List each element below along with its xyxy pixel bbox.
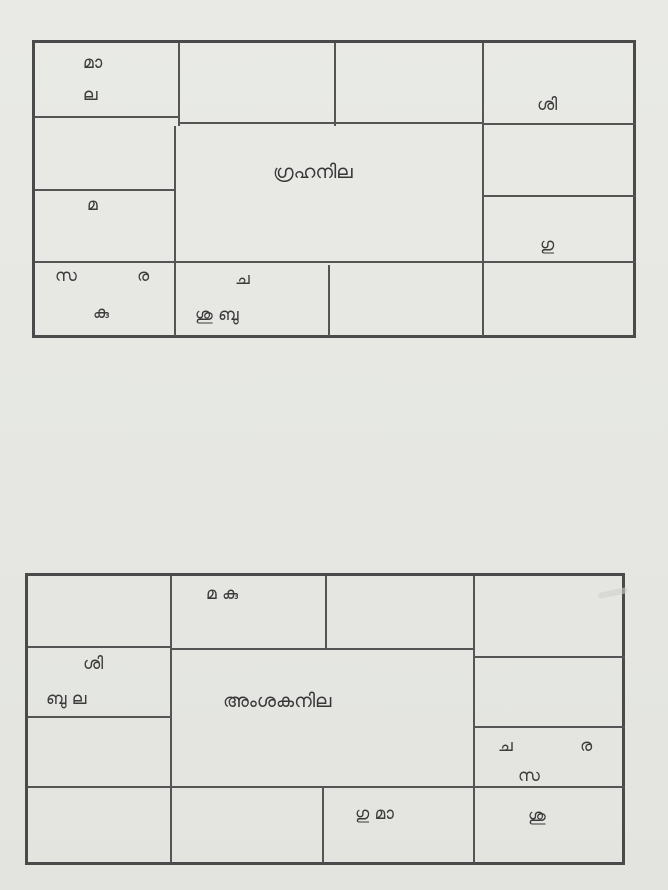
grid-line [170,648,473,650]
grid-line [473,656,625,658]
grid-line [473,576,475,863]
grid-line [328,265,330,336]
grid-line [35,116,178,118]
cell-text: ര [580,736,593,756]
cell-text: മാ [83,53,103,73]
cell-text: ല [83,85,98,105]
chart-title: അംശകനില [223,690,332,712]
cell-text: കു [93,303,109,323]
navamsa-chart [25,573,625,865]
cell-text: ഗു [540,235,555,255]
grid-line [482,43,484,336]
cell-text: ച [235,269,250,289]
grid-line [482,195,636,197]
grid-line [482,123,636,125]
cell-text: മ കു [206,584,239,604]
grid-line [322,786,324,863]
grid-line [178,122,484,124]
grid-line [35,261,636,263]
cell-text: ശി [83,654,104,674]
grid-line [174,126,176,336]
cell-text: ശി [537,95,558,115]
cell-text: മ [87,195,98,215]
cell-text: സ [518,766,540,786]
grid-line [334,43,336,126]
cell-text: ര [137,266,150,286]
grid-line [28,786,625,788]
grid-line [28,646,170,648]
cell-text: ച [498,736,513,756]
rasi-chart [32,40,636,338]
chart-title: ഗ്രഹനില [273,161,353,183]
grid-line [28,716,170,718]
grid-line [35,189,176,191]
grid-line [473,726,625,728]
cell-text: സ [55,266,77,286]
cell-text: ഗു മാ [355,804,394,824]
grid-line [170,576,172,863]
cell-text: ശു [528,806,546,826]
grid-line [178,43,180,126]
cell-text: ശു ബു [195,305,239,325]
grid-line [325,576,327,650]
cell-text: ബു ല [46,689,87,709]
